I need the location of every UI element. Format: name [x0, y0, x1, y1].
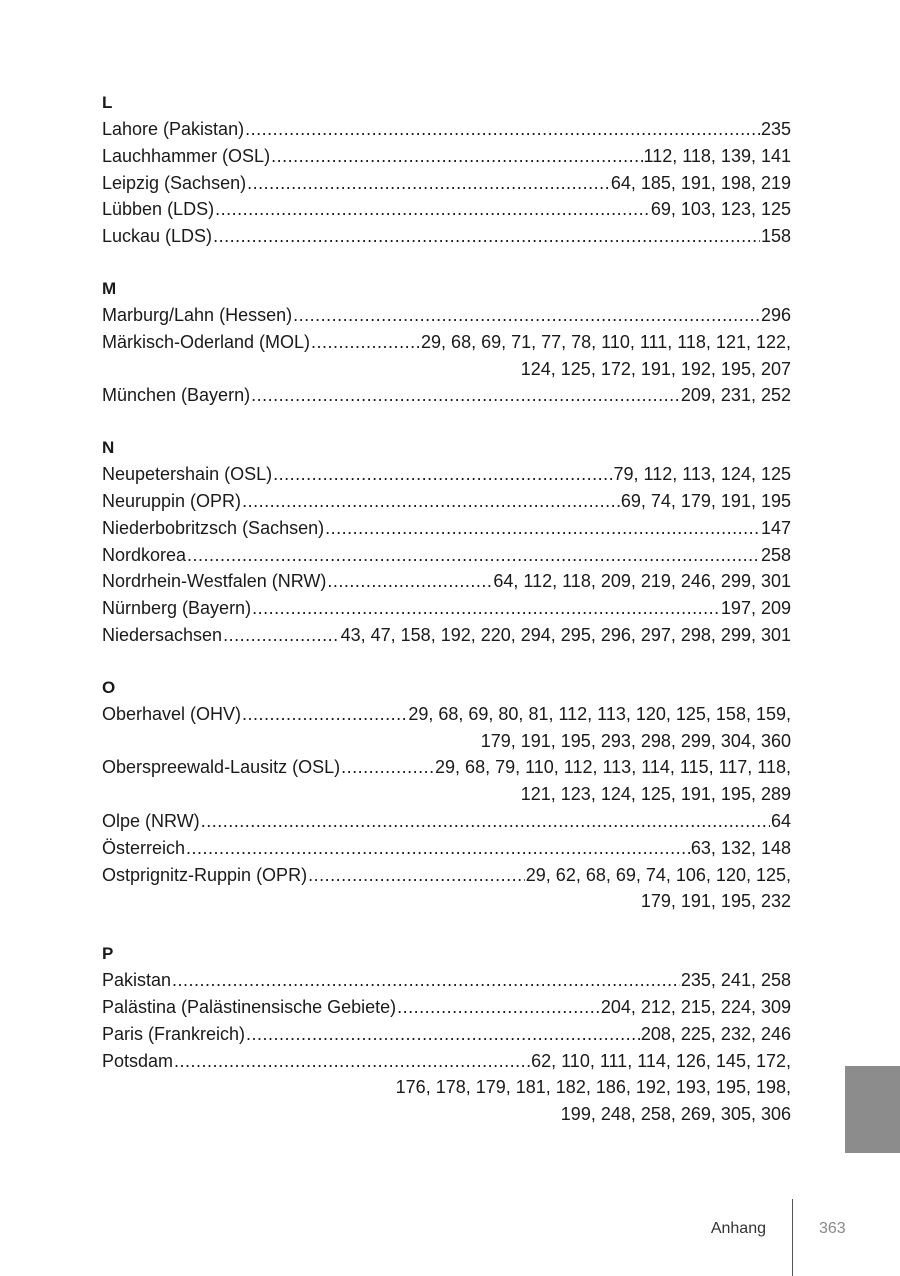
index-entry	[102, 994, 791, 1021]
entry-name: Märkisch-Oderland (MOL)	[102, 331, 311, 352]
entry-name: Nordrhein-Westfalen (NRW)	[102, 571, 327, 592]
index-entry	[102, 1021, 791, 1048]
entry-pages: 197, 209	[720, 598, 791, 619]
entry-name: Leipzig (Sachsen)	[102, 172, 247, 193]
leader-dots	[213, 223, 760, 250]
entry-name: Österreich	[102, 837, 186, 858]
entry-name: Oberspreewald-Lausitz (OSL)	[102, 757, 341, 778]
entry-pages-continued: 179, 191, 195, 293, 298, 299, 304, 360	[480, 730, 791, 751]
entry-name: Pakistan	[102, 970, 172, 991]
index-entry	[102, 542, 791, 569]
footer-section-label: Anhang	[710, 1220, 766, 1237]
index-entry	[102, 329, 791, 383]
index-section-m	[102, 276, 791, 409]
leader-dots	[246, 1021, 640, 1048]
index-entry	[102, 967, 791, 994]
index-entry	[102, 223, 791, 250]
index-section-p	[102, 941, 791, 1128]
entry-pages-continued: 124, 125, 172, 191, 192, 195, 207	[520, 358, 791, 379]
entry-name: Lübben (LDS)	[102, 199, 215, 220]
index-section-n	[102, 435, 791, 649]
entry-name: Nordkorea	[102, 544, 187, 565]
entry-name: Potsdam	[102, 1050, 174, 1071]
entry-pages: 235	[760, 119, 791, 139]
index-entry	[102, 488, 791, 515]
entry-pages-continued: 179, 191, 195, 232	[640, 891, 791, 912]
leader-dots	[308, 862, 525, 889]
entry-pages: 64, 185, 191, 198, 219	[610, 172, 791, 193]
entry-name: Oberhavel (OHV)	[102, 703, 242, 724]
entry-pages: 29, 68, 69, 80, 81, 112, 113, 120, 125, 158, 159,	[408, 703, 791, 724]
leader-dots	[327, 568, 492, 595]
index-entry	[102, 1048, 791, 1128]
entry-pages: 296	[760, 304, 791, 325]
leader-dots	[245, 116, 760, 143]
entry-pages: 43, 47, 158, 192, 220, 294, 295, 296, 297, 298, 299, 301	[340, 624, 791, 645]
entry-pages: 64, 112, 118, 209, 219, 246, 299, 301	[493, 571, 791, 592]
entry-pages-continued: 121, 123, 124, 125, 191, 195, 289	[520, 784, 791, 805]
leader-dots	[247, 170, 610, 197]
index-entry	[102, 515, 791, 542]
leader-dots	[172, 967, 680, 994]
entry-name: Olpe (NRW)	[102, 810, 200, 831]
leader-dots	[341, 754, 434, 781]
entry-name: Luckau (LDS)	[102, 226, 213, 247]
chapter-thumb-tab	[845, 1066, 900, 1153]
index-entry	[102, 754, 791, 808]
index-entry	[102, 382, 791, 409]
entry-pages: 208, 225, 232, 246	[640, 1023, 791, 1044]
index-entry	[102, 196, 791, 223]
entry-name: Lauchhammer (OSL)	[102, 145, 271, 166]
index-entry	[102, 701, 791, 755]
entry-pages: 62, 110, 111, 114, 126, 145, 172,	[531, 1050, 791, 1071]
entry-name: Neupetershain (OSL)	[102, 464, 273, 485]
entry-name: Niederbobritzsch (Sachsen)	[102, 517, 325, 538]
index-entry	[102, 862, 791, 916]
entry-pages-continued: 199, 248, 258, 269, 305, 306	[560, 1104, 791, 1125]
index-entry	[102, 302, 791, 329]
leader-dots	[397, 994, 600, 1021]
entry-name: München (Bayern)	[102, 385, 251, 406]
leader-dots	[242, 488, 620, 515]
leader-dots	[271, 143, 642, 170]
index-section-o	[102, 675, 791, 915]
leader-dots	[174, 1048, 530, 1075]
index-content	[102, 90, 791, 1154]
leader-dots	[252, 595, 720, 622]
index-entry	[102, 568, 791, 595]
leader-dots	[273, 461, 612, 488]
index-entry	[102, 143, 791, 170]
section-letter: L	[102, 93, 113, 112]
entry-name: Palästina (Palästinensische Gebiete)	[102, 996, 397, 1017]
leader-dots	[311, 329, 420, 356]
leader-dots	[223, 622, 340, 649]
entry-name: Neuruppin (OPR)	[102, 490, 242, 511]
entry-pages: 64	[770, 810, 791, 831]
entry-pages: 79, 112, 113, 124, 125	[613, 464, 791, 485]
leader-dots	[242, 701, 407, 728]
entry-pages: 204, 212, 215, 224, 309	[600, 996, 791, 1017]
section-letter: M	[102, 278, 117, 298]
entry-name: Paris (Frankreich)	[102, 1023, 246, 1044]
index-entry	[102, 622, 791, 649]
entry-pages: 69, 74, 179, 191, 195	[620, 490, 791, 511]
entry-pages: 63, 132, 148	[690, 837, 791, 858]
entry-pages: 29, 62, 68, 69, 74, 106, 120, 125,	[525, 864, 791, 885]
leader-dots	[293, 302, 760, 329]
index-entry	[102, 170, 791, 197]
leader-dots	[251, 382, 680, 409]
entry-name: Marburg/Lahn (Hessen)	[102, 304, 293, 325]
leader-dots	[215, 196, 650, 223]
index-entry	[102, 461, 791, 488]
entry-pages: 209, 231, 252	[680, 385, 791, 406]
entry-pages: 147	[760, 517, 791, 538]
entry-pages: 29, 68, 69, 71, 77, 78, 110, 111, 118, 121, 122,	[421, 331, 791, 352]
index-section-l	[102, 90, 791, 250]
index-entry	[102, 808, 791, 835]
entry-pages: 69, 103, 123, 125	[650, 199, 791, 220]
entry-pages-continued: 176, 178, 179, 181, 182, 186, 192, 193, 195, 198,	[395, 1077, 791, 1098]
entry-pages: 29, 68, 79, 110, 112, 113, 114, 115, 117, 118,	[435, 757, 791, 778]
entry-name: Ostprignitz-Ruppin (OPR)	[102, 864, 308, 885]
page-number: 363	[819, 1220, 846, 1237]
entry-pages: 235, 241, 258	[680, 970, 791, 991]
leader-dots	[201, 808, 770, 835]
footer-divider	[792, 1199, 793, 1276]
entry-pages: 112, 118, 139, 141	[643, 145, 791, 166]
section-letter: P	[102, 944, 114, 964]
leader-dots	[187, 542, 760, 569]
index-entry	[102, 835, 791, 862]
leader-dots	[186, 835, 690, 862]
index-entry	[102, 595, 791, 622]
entry-pages: 158	[760, 226, 791, 247]
entry-pages: 258	[760, 544, 791, 565]
index-entry	[102, 116, 791, 143]
entry-name: Niedersachsen	[102, 624, 223, 645]
section-letter: N	[102, 438, 115, 458]
section-letter: O	[102, 677, 116, 697]
leader-dots	[325, 515, 760, 542]
entry-name: Nürnberg (Bayern)	[102, 598, 252, 619]
entry-name: Lahore (Pakistan)	[102, 119, 245, 139]
